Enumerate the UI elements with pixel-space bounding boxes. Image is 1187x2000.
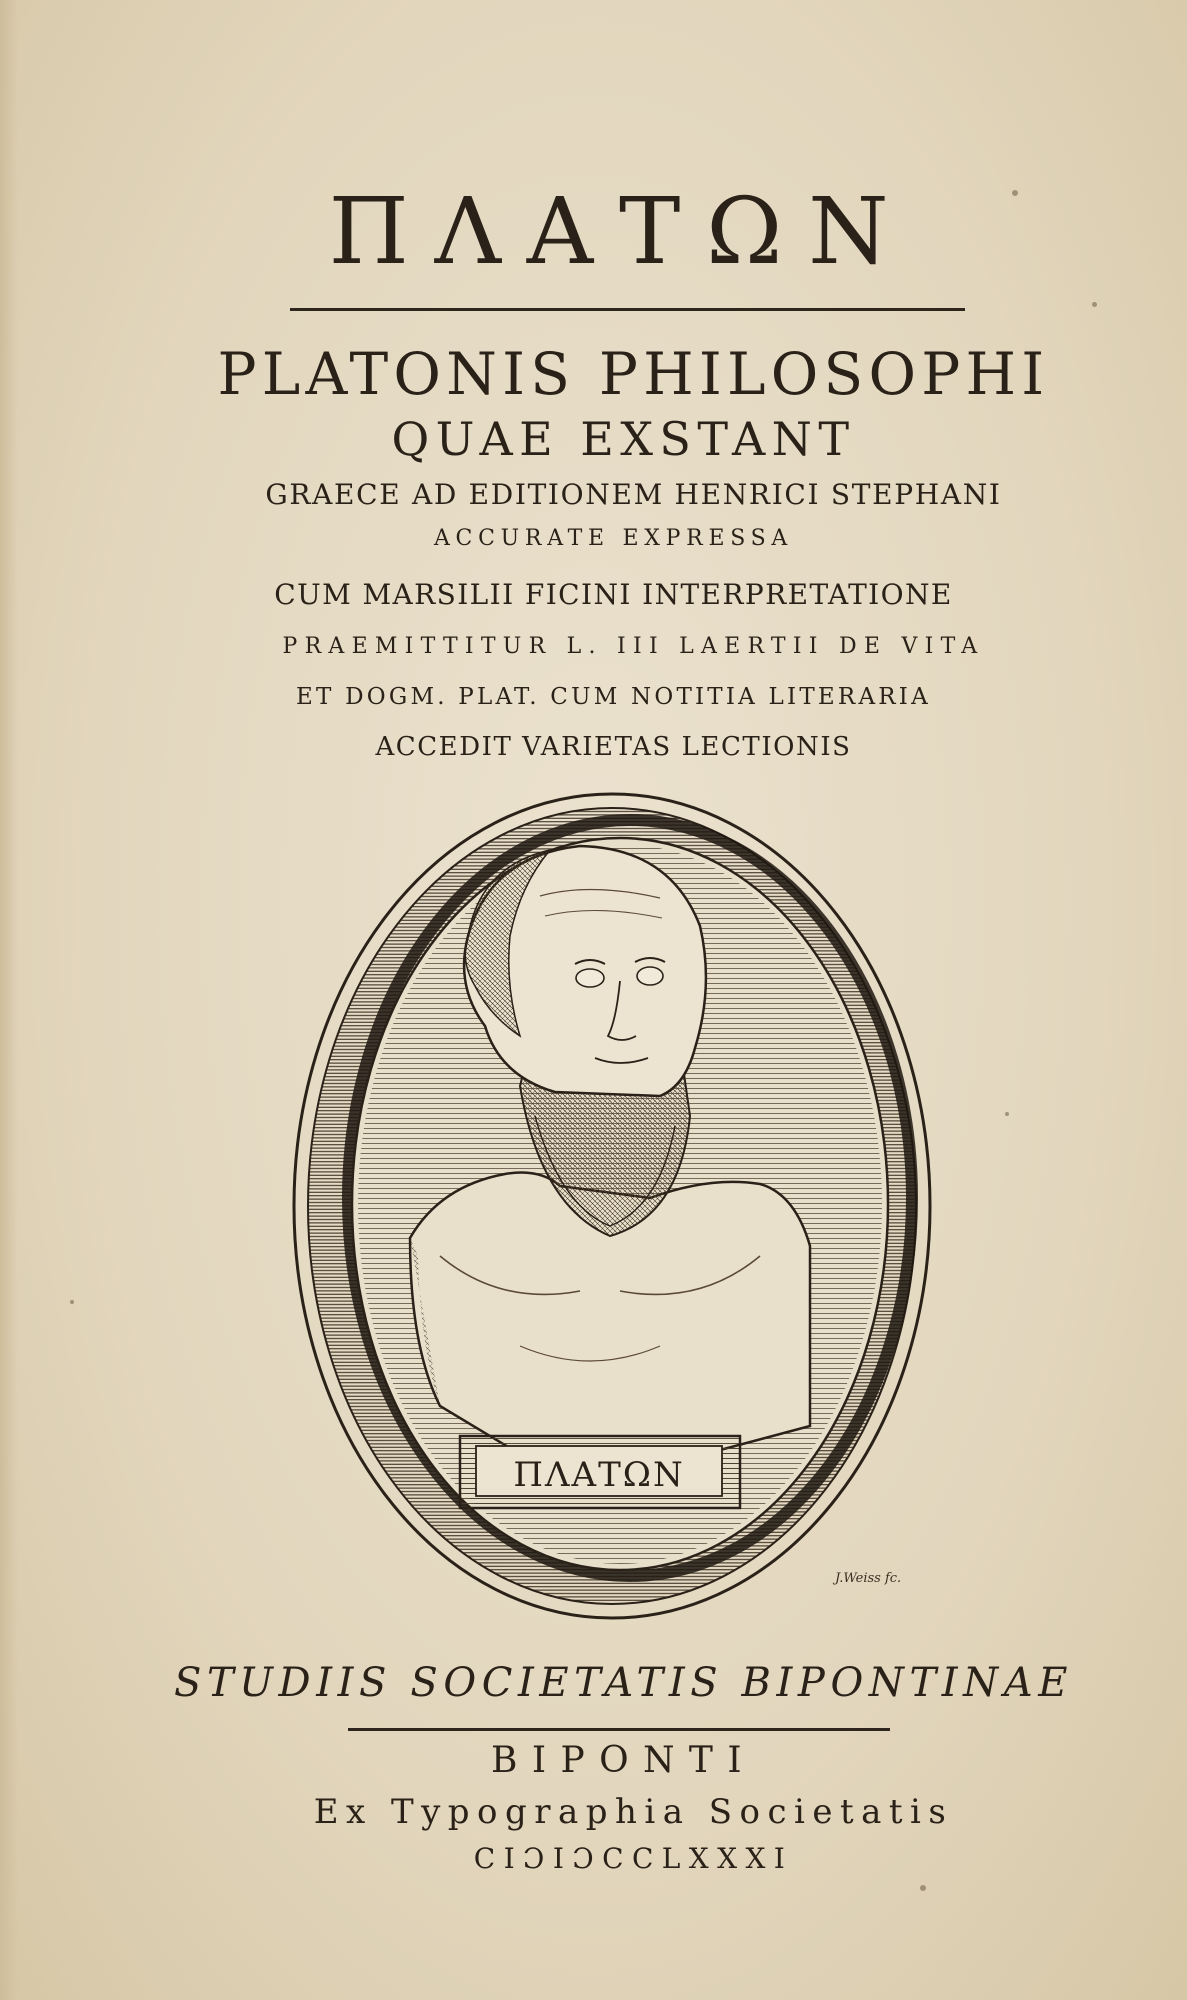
translation-line: CUM MARSILII FICINI INTERPRETATIONE [274, 578, 953, 611]
foxing-spot [1005, 1112, 1009, 1116]
plinth-inscription: ΠΛΑΤΩΝ [513, 1455, 685, 1495]
foxing-spot [70, 1300, 74, 1304]
imprint-date: CIƆIƆCCLXXXI [473, 1842, 794, 1875]
foxing-spot [1012, 190, 1018, 196]
edition-line: GRAECE AD EDITIONEM HENRICI STEPHANI [265, 478, 1002, 511]
praemittitur-line: PRAEMITTITUR L. III LAERTII DE VITA [282, 634, 985, 659]
accurate-line: ACCURATE EXPRESSA [433, 526, 794, 551]
imprint-place: BIPONTI [491, 1740, 756, 1781]
notitia-line: ET DOGM. PLAT. CUM NOTITIA LITERARIA [296, 684, 931, 710]
imprint-printer: Ex Typographia Societatis [313, 1792, 954, 1832]
foxing-spot [920, 1885, 926, 1891]
main-title: PLATONIS PHILOSOPHI [217, 340, 1050, 408]
greek-title: ΠΛΑΤΩΝ [328, 178, 915, 285]
engraver-signature: J.Weiss fc. [835, 1571, 902, 1586]
imprint-rule [348, 1728, 890, 1731]
plato-bust-medallion [290, 786, 950, 1626]
foxing-spot [1092, 302, 1097, 307]
title-rule [290, 308, 965, 311]
societatis-line: STUDIIS SOCIETATIS BIPONTINAE [173, 1660, 1074, 1706]
subtitle: QUAE EXSTANT [391, 412, 856, 466]
varietas-line: ACCEDIT VARIETAS LECTIONIS [375, 732, 852, 762]
